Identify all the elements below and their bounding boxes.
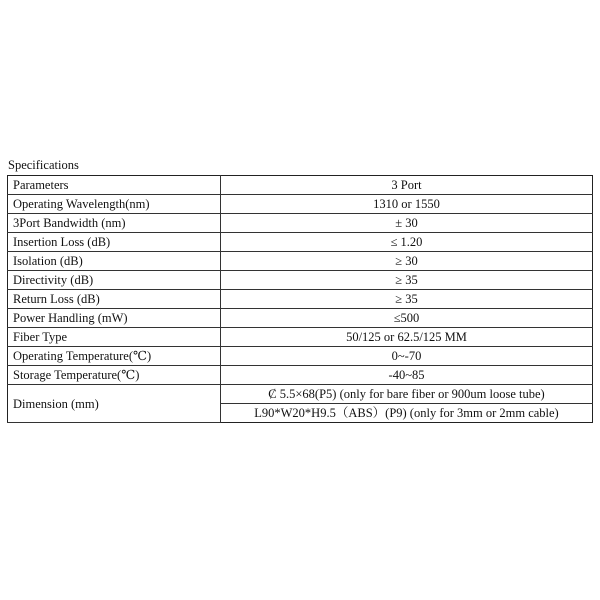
table-row: [8, 233, 593, 252]
value-cell: 0~-70: [221, 347, 593, 366]
param-cell: Operating Wavelength(nm): [8, 195, 221, 214]
table-caption: Specifications: [8, 158, 79, 172]
dimension-value-p9: L90*W20*H9.5（ABS）(P9) (only for 3mm or 2mm cable): [221, 404, 593, 423]
table-row: [8, 195, 593, 214]
dimension-value-p5: Ȼ 5.5×68(P5) (only for bare fiber or 900um loose tube): [221, 385, 593, 404]
table-row: [8, 347, 593, 366]
value-cell: -40~85: [221, 366, 593, 385]
param-cell: Fiber Type: [8, 328, 221, 347]
dimension-param-cell: Dimension (mm): [8, 385, 221, 423]
param-cell: Storage Temperature(℃): [8, 366, 221, 385]
value-cell: ≥ 35: [221, 271, 593, 290]
value-cell: ± 30: [221, 214, 593, 233]
table-row: [8, 366, 593, 385]
table-row: [8, 214, 593, 233]
value-cell: ≥ 35: [221, 290, 593, 309]
value-cell: ≤500: [221, 309, 593, 328]
param-cell: Power Handling (mW): [8, 309, 221, 328]
header-value: 3 Port: [221, 176, 593, 195]
param-cell: Operating Temperature(℃): [8, 347, 221, 366]
header-parameters: Parameters: [8, 176, 221, 195]
table-row-dimension: [8, 385, 593, 404]
param-cell: 3Port Bandwidth (nm): [8, 214, 221, 233]
table-row: [8, 252, 593, 271]
value-cell: ≥ 30: [221, 252, 593, 271]
value-cell: ≤ 1.20: [221, 233, 593, 252]
param-cell: Directivity (dB): [8, 271, 221, 290]
table-header-row: [8, 176, 593, 195]
table-row: [8, 290, 593, 309]
specifications-table: [7, 175, 593, 423]
value-cell: 1310 or 1550: [221, 195, 593, 214]
param-cell: Return Loss (dB): [8, 290, 221, 309]
table-row: [8, 309, 593, 328]
value-cell: 50/125 or 62.5/125 MM: [221, 328, 593, 347]
table-row: [8, 271, 593, 290]
param-cell: Insertion Loss (dB): [8, 233, 221, 252]
param-cell: Isolation (dB): [8, 252, 221, 271]
table-row: [8, 328, 593, 347]
